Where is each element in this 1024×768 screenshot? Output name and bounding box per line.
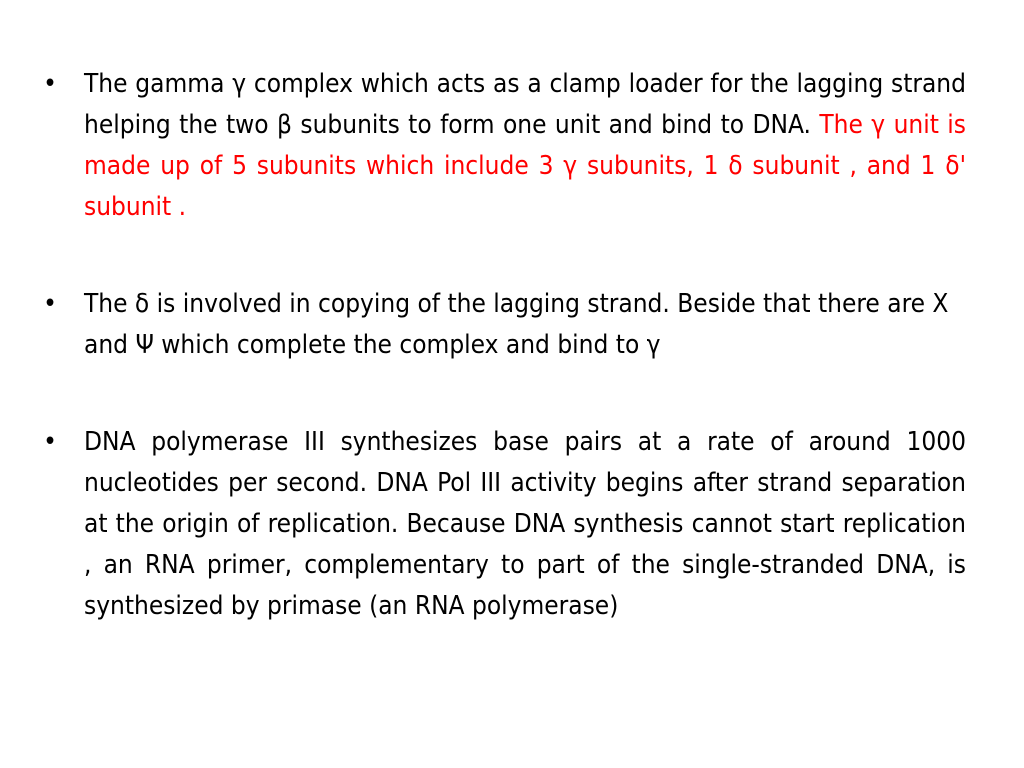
bullet-text: The gamma γ complex which acts as a clamp loader for the lagging strand helping the two β subunits to form one unit and bind to DNA. [84, 69, 966, 140]
bullet-dot-icon: • [43, 69, 57, 99]
bullet-dot-icon: • [43, 427, 57, 457]
bullet-highlight-text: The γ unit is made up of 5 subunits which include 3 γ subunits, 1 δ subunit , and 1 δ' subunit . [84, 110, 966, 222]
bullet-dot-icon: • [43, 289, 57, 319]
bullet-item-gamma-complex [40, 64, 966, 228]
bullet-text: The δ is involved in copying of the lagging strand. Beside that there are X and Ψ which complete the complex and bind to γ [84, 289, 949, 360]
bullet-item-delta [40, 284, 966, 366]
bullet-item-dna-polymerase [40, 422, 966, 627]
bullet-text: DNA polymerase III synthesizes base pairs at a rate of around 1000 nucleotides per second. DNA Pol III activity begins after strand separation at the origin of replication. Because DNA synthesis cannot start replication , an RNA primer, complementary to part of the single-stranded DNA, is synthesized by primase (an RNA polymerase) [84, 427, 966, 621]
bullet-list [40, 64, 966, 627]
